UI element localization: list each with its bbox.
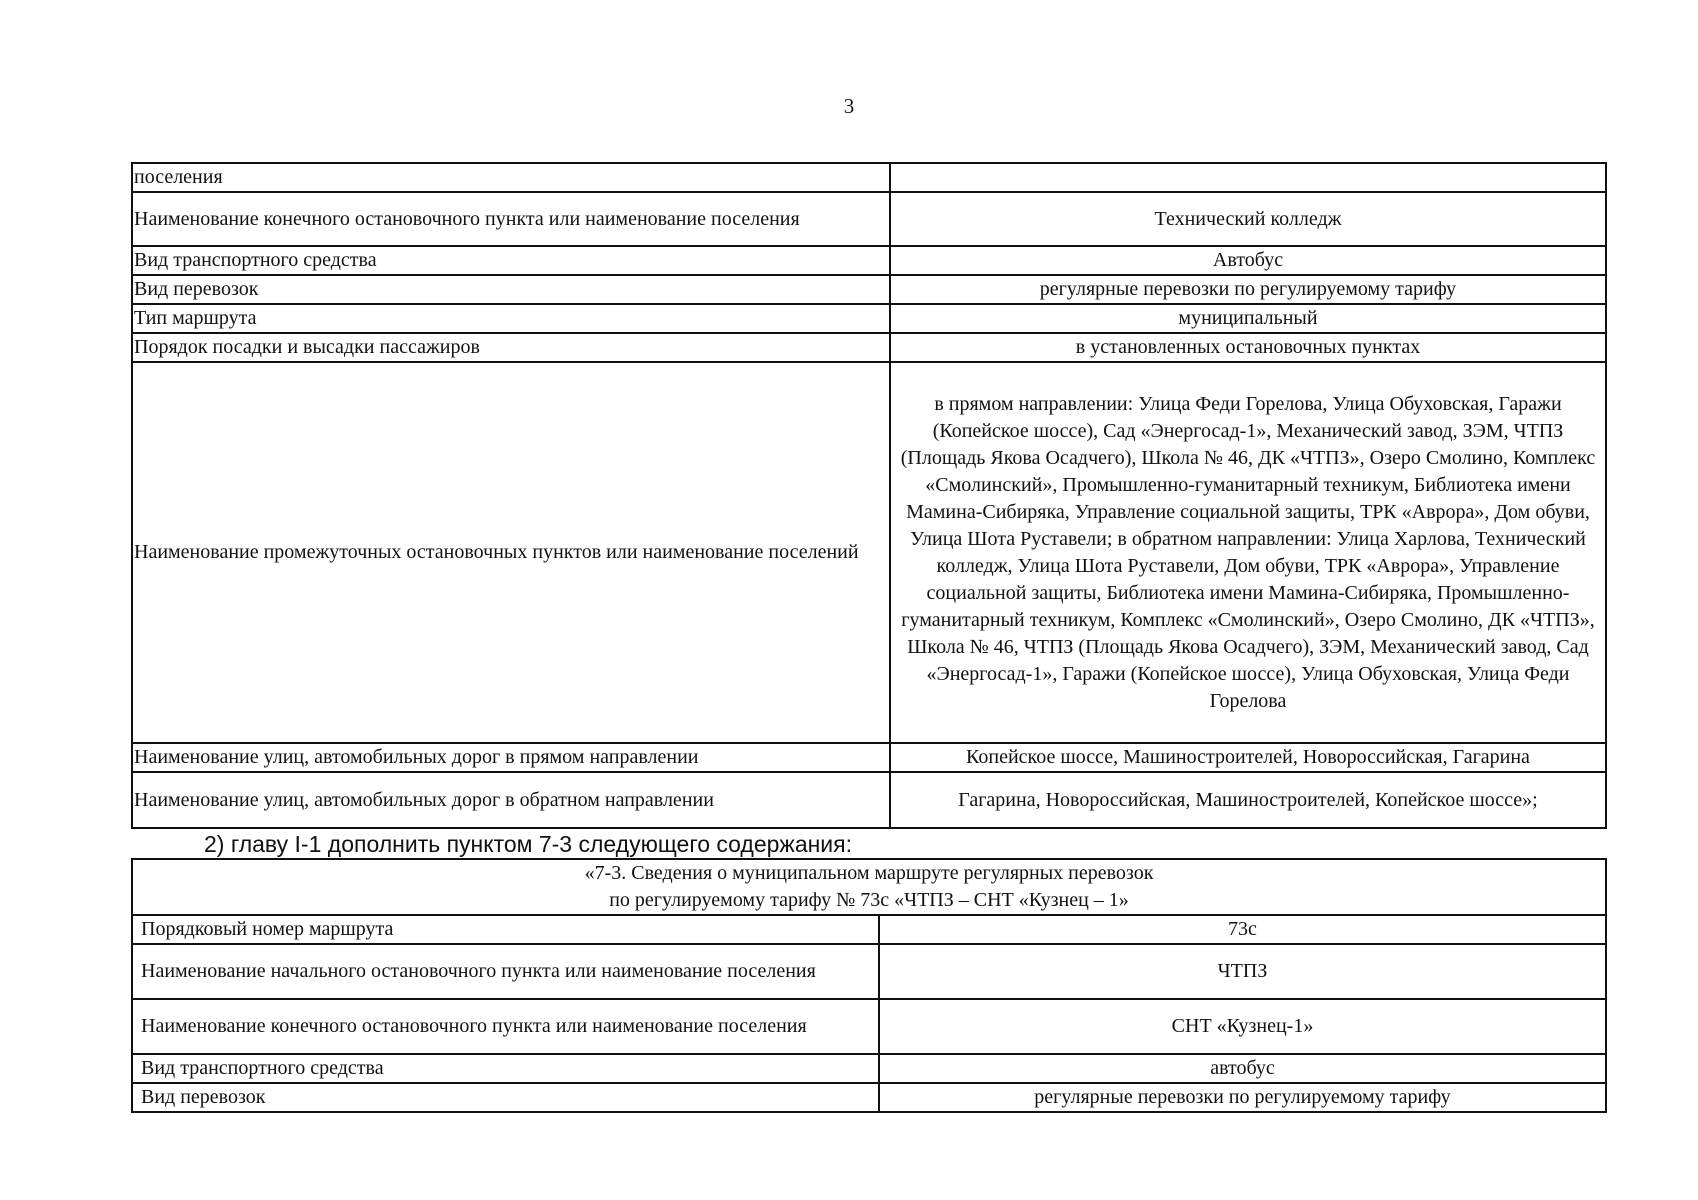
table-row [132,1054,1606,1083]
row-value: Технический колледж [890,192,1606,246]
table-row [132,772,1606,828]
caption-line-2: по регулируемому тарифу № 73с «ЧТПЗ – СНТ «Кузнец – 1» [609,889,1129,911]
table-row [132,944,1606,999]
row-label: Наименование улиц, автомобильных дорог в обратном направлении [132,772,890,828]
row-value: автобус [879,1054,1606,1083]
row-label: Тип маршрута [132,304,890,333]
row-value: в установленных остановочных пунктах [890,333,1606,362]
table-row [132,362,1606,743]
row-value: 73с [879,915,1606,944]
row-label: Вид перевозок [132,1083,879,1112]
section-heading: 2) главу I-1 дополнить пунктом 7-3 следующего содержания: [204,831,852,857]
row-value: регулярные перевозки по регулируемому тарифу [890,275,1606,304]
row-label: Порядок посадки и высадки пассажиров [132,333,890,362]
row-value: Гагарина, Новороссийская, Машиностроителей, Копейское шоссе»; [890,772,1606,828]
table-caption [132,859,1606,915]
row-label: поселения [132,163,890,192]
row-value [890,163,1606,192]
table-row [132,275,1606,304]
table-row [132,999,1606,1054]
row-label: Наименование начального остановочного пункта или наименование поселения [132,944,879,999]
table-row [132,192,1606,246]
row-value: Копейское шоссе, Машиностроителей, Новороссийская, Гагарина [890,743,1606,772]
table-row [132,1083,1606,1112]
row-value: Автобус [890,246,1606,275]
row-label: Наименование конечного остановочного пункта или наименование поселения [132,192,890,246]
row-label: Вид транспортного средства [132,246,890,275]
row-value: регулярные перевозки по регулируемому тарифу [879,1083,1606,1112]
row-value: СНТ «Кузнец-1» [879,999,1606,1054]
table-row [132,743,1606,772]
table-caption-row [132,859,1606,915]
table-row [132,333,1606,362]
caption-line-1: «7-3. Сведения о муниципальном маршруте регулярных перевозок [584,862,1154,884]
row-value: в прямом направлении: Улица Феди Горелова, Улица Обуховская, Гаражи (Копейское шоссе), Сад «Энергосад-1», Механический завод, ЗЭМ, ЧТПЗ (Площадь Якова Осадчего), Школа № 46, ДК «ЧТПЗ», Озеро Смолино, Комплекс «Смолинский», Промышленно-гуманитарный техникум, Библиотека имени Мамина-Сибиряка, Управление социальной защиты, ТРК «Аврора», Дом обуви, Улица Шота Руставели; в обратном направлении: Улица Харлова, Технический колледж, Улица Шота Руставели, Дом обуви, ТРК «Аврора», Управление социальной защиты, Библиотека имени Мамина-Сибиряка, Промышленно-гуманитарный техникум, Комплекс «Смолинский», Озеро Смолино, ДК «ЧТПЗ», Школа № 46, ЧТПЗ (Площадь Якова Осадчего), ЗЭМ, Механический завод, Сад «Энергосад-1», Гаражи (Копейское шоссе), Улица Обуховская, Улица Феди Горелова [890,362,1606,743]
row-value: ЧТПЗ [879,944,1606,999]
route-info-table-continued [131,162,1607,829]
table-row [132,163,1606,192]
route-73c-info-table [131,858,1607,1113]
page-number: 3 [843,94,855,118]
table-row [132,246,1606,275]
row-label: Наименование улиц, автомобильных дорог в прямом направлении [132,743,890,772]
row-label: Вид перевозок [132,275,890,304]
row-label: Порядковый номер маршрута [132,915,879,944]
row-label: Наименование промежуточных остановочных пунктов или наименование поселений [132,362,890,743]
row-label: Вид транспортного средства [132,1054,879,1083]
table-row [132,915,1606,944]
row-label: Наименование конечного остановочного пункта или наименование поселения [132,999,879,1054]
table-row [132,304,1606,333]
row-value: муниципальный [890,304,1606,333]
